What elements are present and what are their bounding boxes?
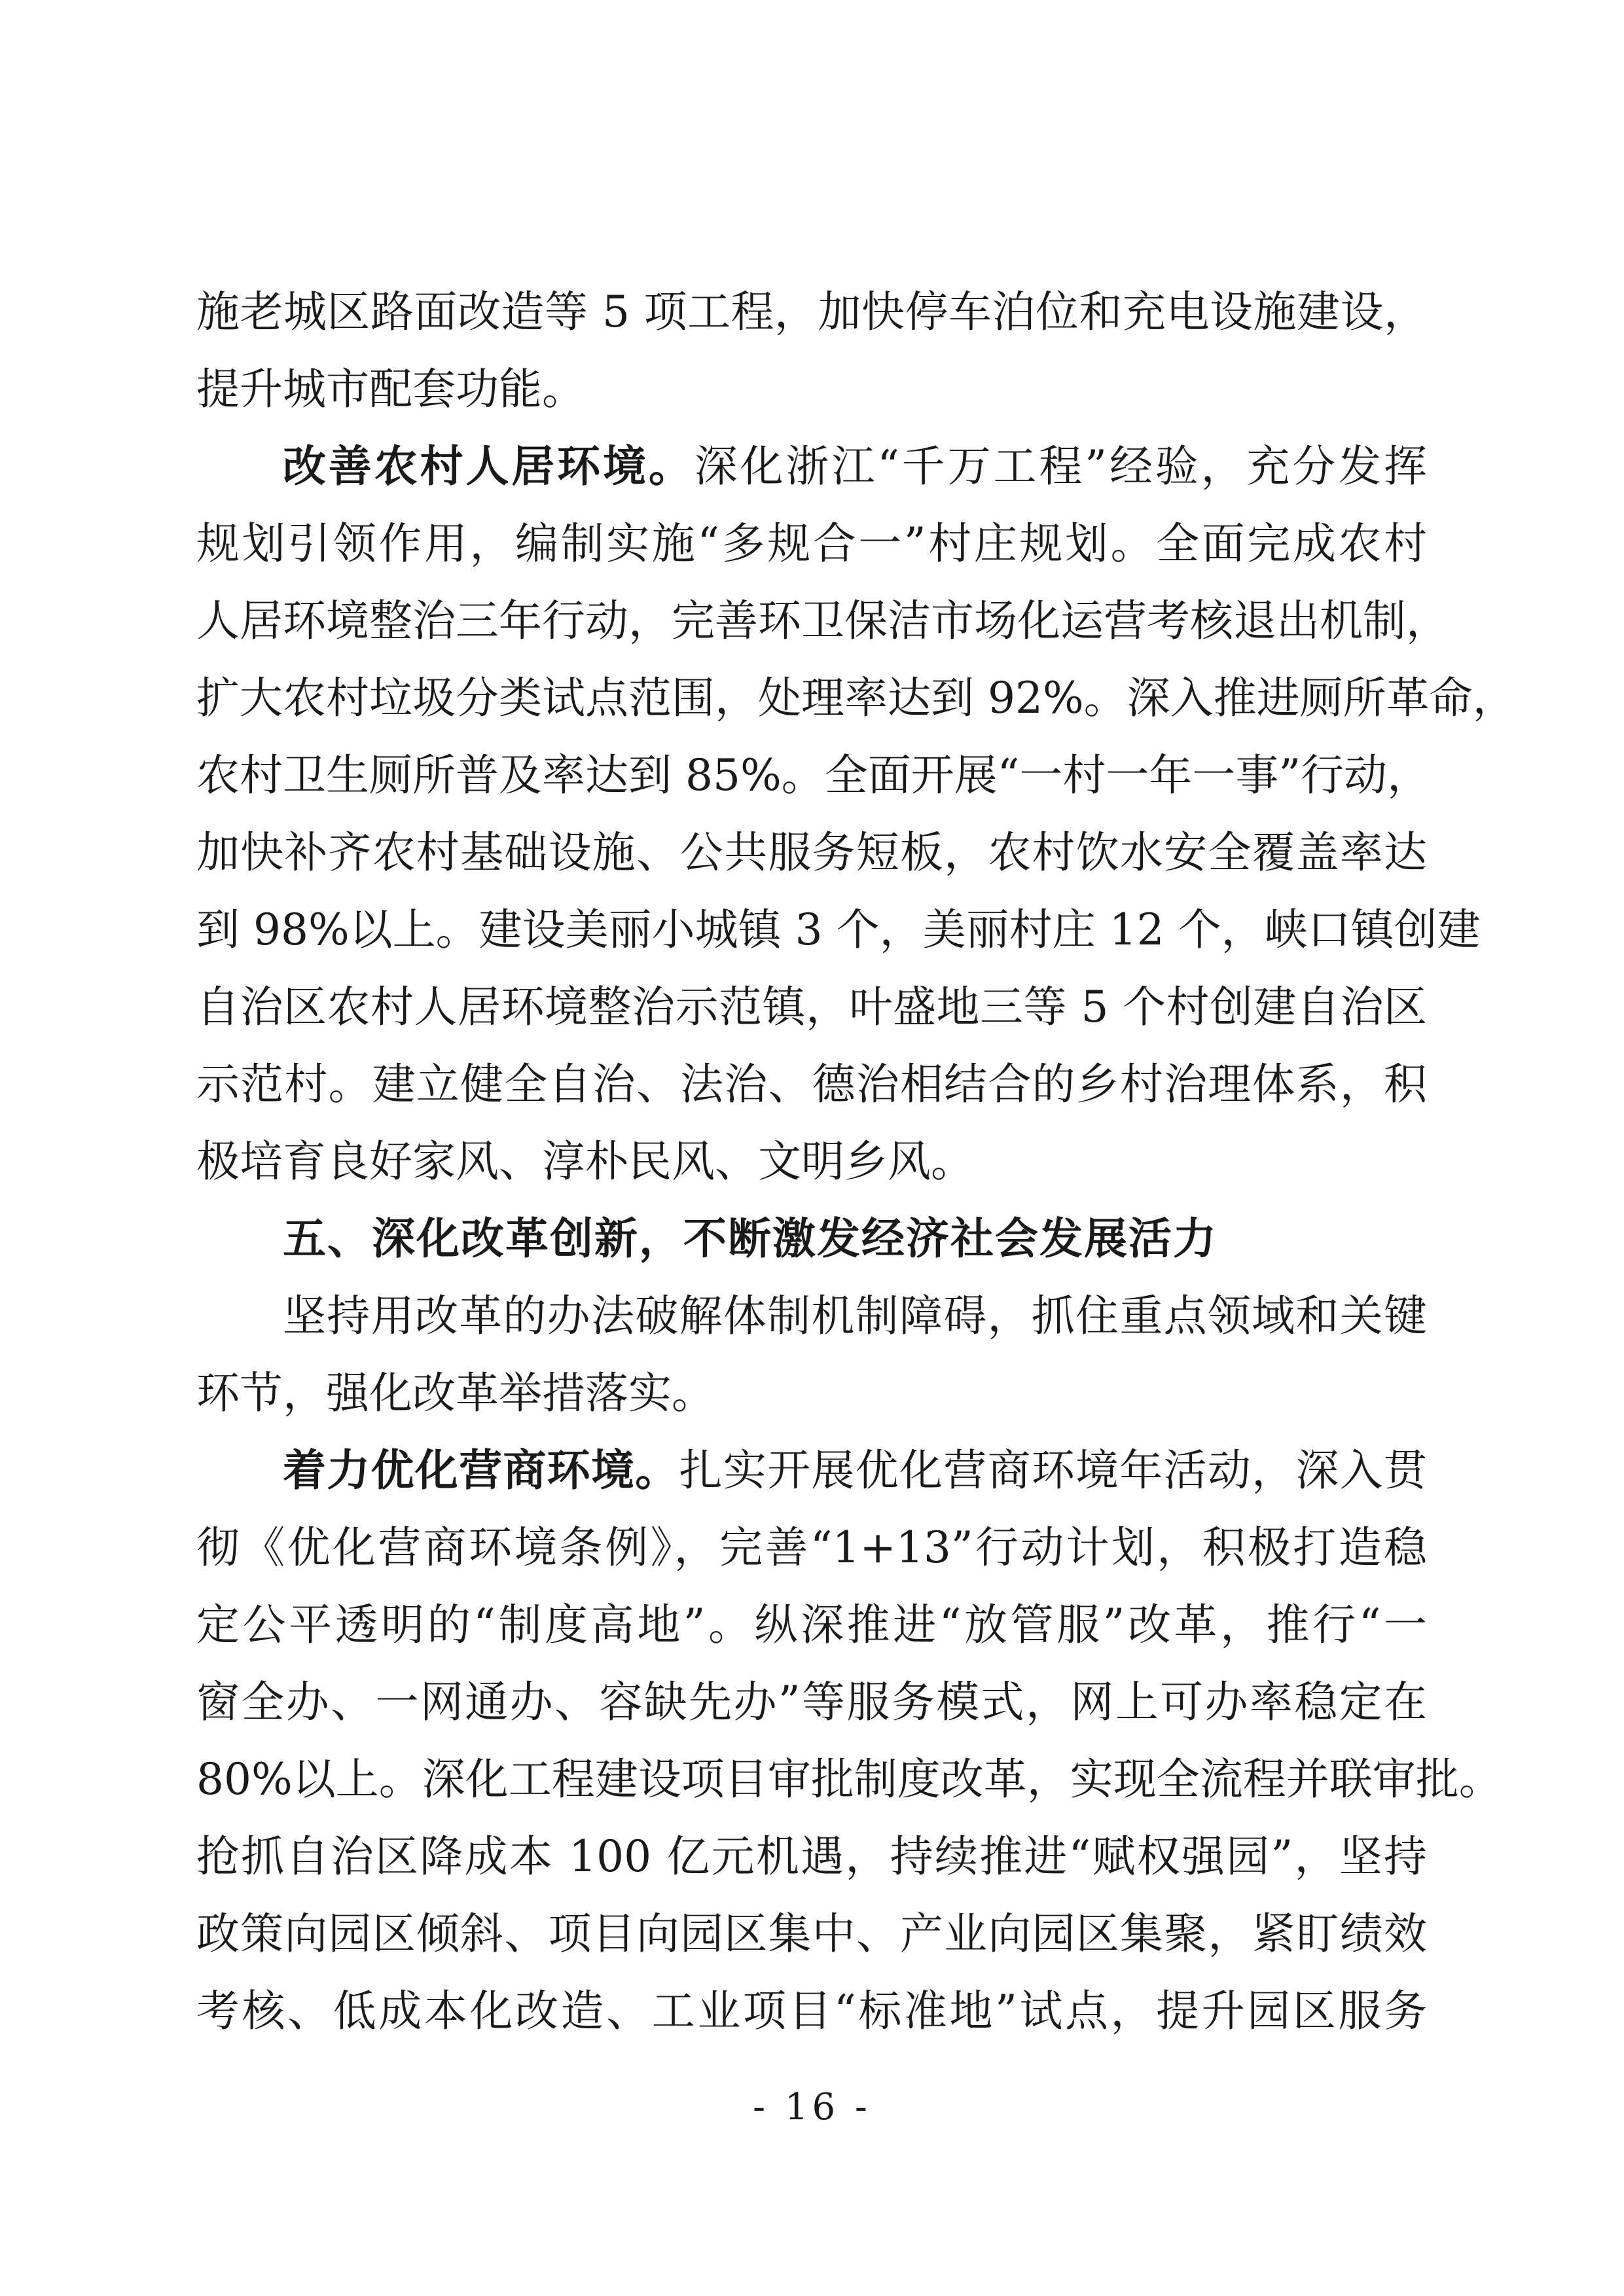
body-text-line [196,891,1481,969]
body-text-line [196,1587,1427,1664]
line-text: 极培育良好家风、淳朴民风、文明乡风。 [196,1136,974,1187]
line-text: 定公平透明的“制度高地”。纵深推进“放管服”改革，推行“一 [196,1600,1427,1650]
line-text: 施老城区路面改造等 5 项工程，加快停车泊位和充电设施建设， [196,287,1427,337]
paragraph-lead-phrase: 改善农村人居环境。 [283,441,695,492]
line-text: 深化浙江“千万工程”经验，充分发挥 [694,441,1428,492]
line-text: 80%以上。深化工程建设项目审批制度改革，实现全流程并联审批。 [196,1754,1502,1804]
line-text: 自治区农村人居环境整治示范镇，叶盛地三等 5 个村创建自治区 [196,982,1427,1032]
line-text: 环节，强化改革举措落实。 [196,1368,715,1418]
line-text: 扎实开展优化营商环境年活动，深入贯 [679,1445,1428,1496]
body-text-line [196,737,1431,814]
line-text: 人居环境整治三年行动，完善环卫保洁市场化运营考核退出机制， [196,596,1449,646]
body-text-line [196,1123,1427,1200]
page-number: - 16 - [753,2086,871,2128]
line-text: 窗全办、一网通办、容缺先办”等服务模式，网上可办率稳定在 [196,1677,1427,1727]
line-text: 示范村。建立健全自治、法治、德治相结合的乡村治理体系，积 [196,1059,1427,1109]
body-text-line [196,583,1449,660]
line-text: 考核、低成本化改造、工业项目“标准地”试点，提升园区服务 [196,1986,1427,2036]
paragraph-lead-phrase: 着力优化营商环境。 [283,1445,679,1496]
line-text: 到 98%以上。建设美丽小城镇 3 个，美丽村庄 12 个，峡口镇创建 [196,905,1481,955]
line-text: 五、深化改革创新，不断激发经济社会发展活力 [283,1213,1218,1264]
body-text-line [196,1973,1427,2050]
body-text-line [196,1818,1427,1895]
line-text: 提升城市配套功能。 [196,364,585,414]
document-body [196,274,1516,2050]
line-text: 规划引领作用，编制实施“多规合一”村庄规划。全面完成农村 [196,518,1427,569]
line-text: 抢抓自治区降成本 100 亿元机遇，持续推进“赋权强园”，坚持 [196,1831,1427,1882]
body-text-line [196,274,1427,351]
body-text-line [196,351,1427,428]
body-text-line [196,1509,1427,1587]
line-text: 坚持用改革的办法破解体制机制障碍，抓住重点领域和关键 [283,1291,1427,1341]
body-text-line [196,1664,1427,1741]
body-text-line [196,814,1427,891]
body-text-line [196,1046,1427,1123]
line-text: 政策向园区倾斜、项目向园区集中、产业向园区集聚，紧盯绩效 [196,1909,1427,1959]
line-text: 扩大农村垃圾分类试点范围，处理率达到 92%。深入推进厕所革命， [196,673,1516,723]
body-text-line [196,969,1427,1046]
body-text-line [196,1432,1427,1509]
line-text: 加快补齐农村基础设施、公共服务短板，农村饮水安全覆盖率达 [196,827,1427,878]
body-text-line [196,660,1516,737]
section-heading [196,1200,1427,1278]
body-text-line [196,505,1427,583]
line-text: 彻《优化营商环境条例》，完善“1+13”行动计划，积极打造稳 [196,1522,1427,1573]
body-text-line [196,1355,1427,1432]
body-text-line [196,428,1427,505]
body-text-line [196,1895,1427,1973]
line-text: 农村卫生厕所普及率达到 85%。全面开展“一村一年一事”行动， [196,750,1431,800]
body-text-line [196,1278,1427,1355]
body-text-line [196,1741,1502,1818]
